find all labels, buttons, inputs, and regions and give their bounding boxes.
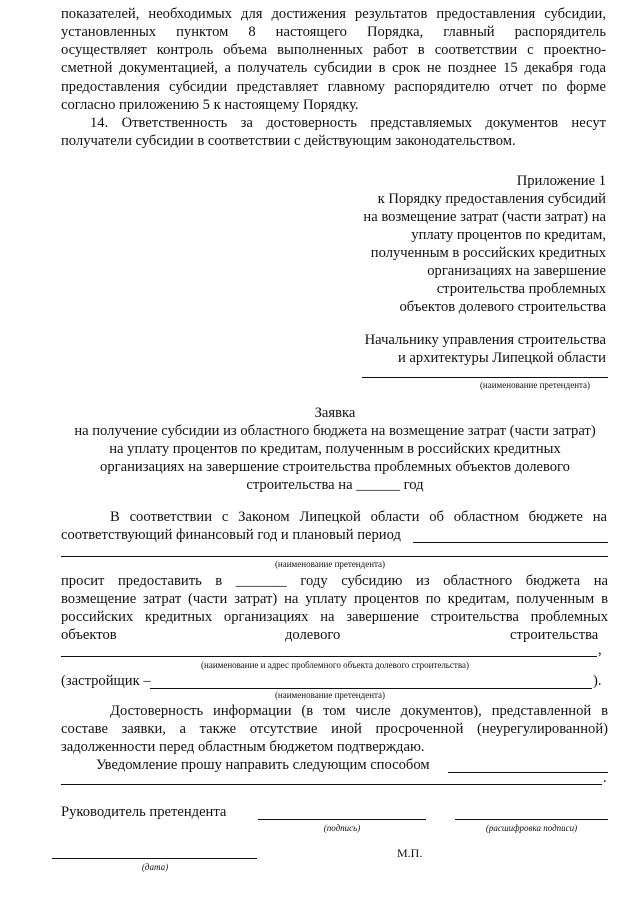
appendix-line-5: полученным в российских кредитных [370,245,606,261]
top-paragraph-line-1: показателей, необходимых для достижения результатов предоставления субсидии, [61,6,606,22]
body2-line-2: возмещение затрат (части затрат) на уплату процентов по кредитам, полученным в [61,591,608,607]
body1-line-2: соответствующий финансовый год и плановый период [61,527,401,543]
notification-period: . [603,770,607,786]
body2-word-shared: долевого [285,627,341,643]
caption-applicant-body: (наименование претендента) [274,559,386,569]
body3-line-3: задолженности перед областным бюджетом подтверждаю. [61,739,425,755]
addressee-line-2: и архитектуры Липецкой области [397,350,606,366]
appendix-line-6: организациях на завершение [427,263,606,279]
developer-name-line[interactable] [150,688,592,689]
object-line-comma: , [598,642,602,658]
caption-signature: (подпись) [323,823,361,833]
appendix-line-4: уплату процентов по кредитам, [411,227,606,243]
subtitle-line-4: строительства на ______ год [246,477,424,493]
signature-transcript-line[interactable] [455,819,608,820]
caption-object: (наименование и адрес проблемного объекта долевого строительства) [201,660,469,670]
signature-label: Руководитель претендента [61,804,227,820]
body2-word-construction: строительства [510,627,599,643]
stamp-label: М.П. [397,846,423,860]
caption-date: (дата) [141,862,169,872]
notification-line-1[interactable] [448,772,608,773]
caption-applicant-developer: (наименование претендента) [274,690,386,700]
budget-period-line[interactable] [413,542,608,543]
body2-line-3: российских кредитных организациях на завершение строительства проблемных [61,609,608,625]
top-paragraph-line-2: установленных пунктом 8 настоящего Порядка, главный распорядитель [61,24,606,40]
appendix-line-3: на возмещение затрат (части затрат) на [363,209,606,225]
signature-line[interactable] [258,819,426,820]
application-title: Заявка [314,405,356,421]
body3-line-1: Достоверность информации (в том числе документов), представленной в [110,703,608,719]
date-line[interactable] [52,858,257,859]
object-name-line[interactable] [61,656,597,657]
body3-line-2: составе заявки, а также отсутствие иной просроченной (неурегулированной) [61,721,608,737]
clause-14-line-1: 14. Ответственность за достоверность представляемых документов несут [90,115,606,131]
developer-prefix: (застройщик – [61,673,151,689]
addressee-line-1: Начальнику управления строительства [364,332,606,348]
appendix-line-2: к Порядку предоставления субсидий [377,191,606,207]
top-paragraph-line-3: осуществляет контроль объема выполненных работ в соответствии с проектно- [61,42,606,58]
appendix-line-7: строительства проблемных [436,281,606,297]
top-paragraph-line-6: согласно приложению 5 к настоящему Порядку. [61,97,359,113]
applicant-name-line[interactable] [362,377,608,378]
body2-word-objects: объектов [61,627,117,643]
body2-line-1: просит предоставить в _______ году субсидию из областного бюджета на [61,573,608,589]
top-paragraph-line-5: предоставления субсидии представляет главному распорядителю отчет по форме [61,79,606,95]
top-paragraph-line-4: сметной документацией, а получатель субсидии в срок не позднее 15 декабря года [61,60,606,76]
body1-line-1: В соответствии с Законом Липецкой области об областном бюджете на [110,509,607,525]
caption-applicant-top: (наименование претендента) [479,380,591,390]
caption-signature-transcript: (расшифровка подписи) [485,823,578,833]
appendix-line-8: объектов долевого строительства [399,299,606,315]
notification-line-2[interactable] [61,784,602,785]
subtitle-line-3: организациях на завершение строительства проблемных объектов долевого [100,459,570,475]
clause-14-line-2: получатели субсидии в соответствии с действующим законодательством. [61,133,516,149]
subtitle-line-2: на уплату процентов по кредитам, полученным в российских кредитных [109,441,561,457]
subtitle-line-1: на получение субсидии из областного бюджета на возмещение затрат (части затрат) [74,423,596,439]
appendix-title: Приложение 1 [516,173,606,189]
applicant-name-line-full[interactable] [61,556,608,557]
notification-label: Уведомление прошу направить следующим способом [96,757,430,773]
developer-suffix: ). [593,673,602,689]
